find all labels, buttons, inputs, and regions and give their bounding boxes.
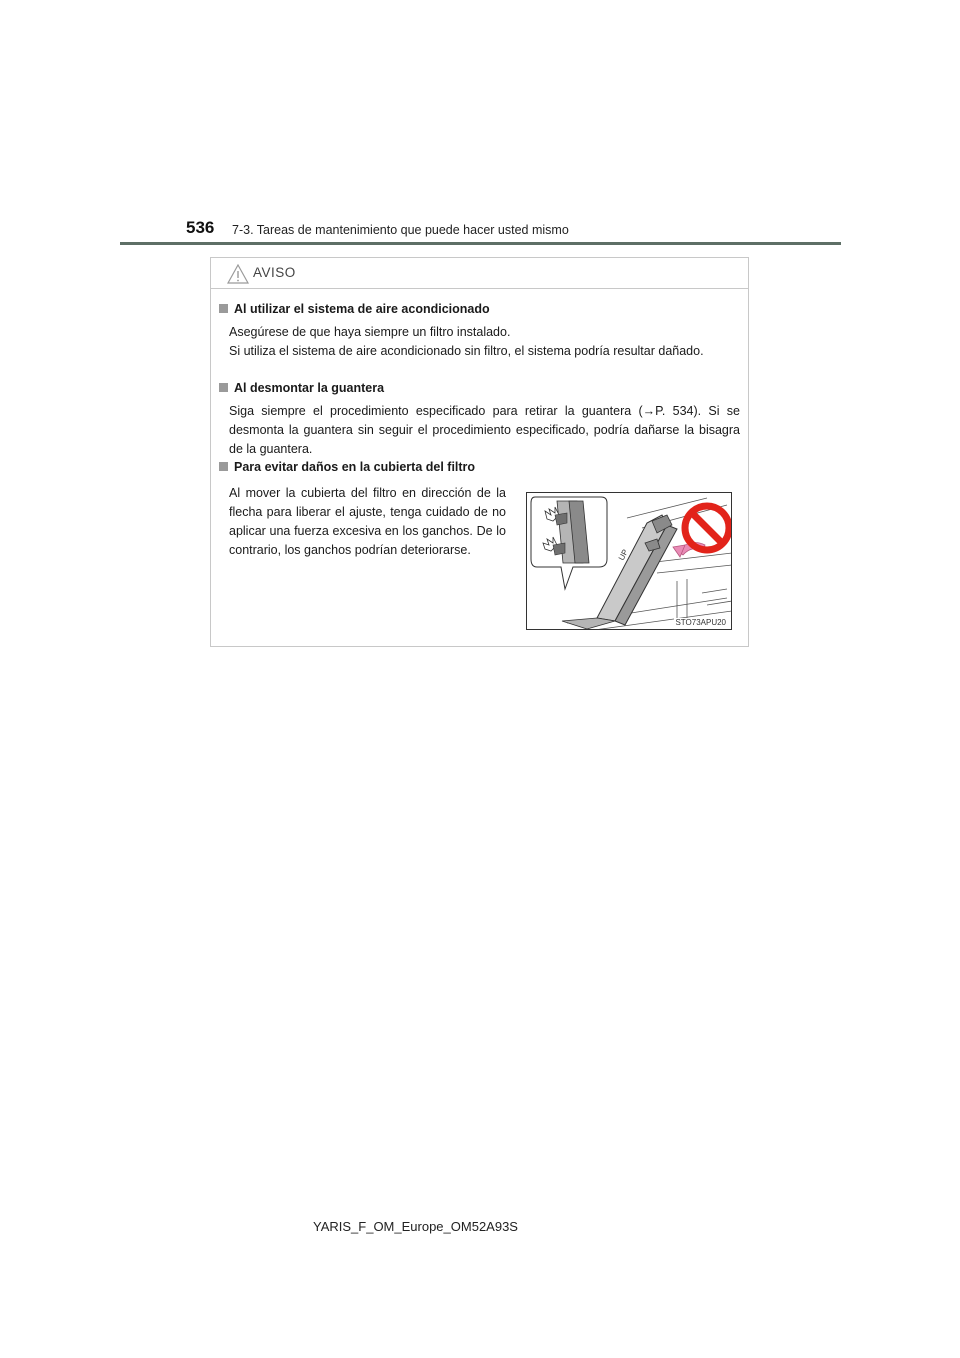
section-title: 7-3. Tareas de mantenimiento que puede hacer usted mismo [232, 223, 569, 237]
item-heading-text: Al utilizar el sistema de aire acondicionado [234, 302, 490, 316]
item-text-2: Siga siempre el procedimiento especificado para retirar la guantera (→P. 534). Si se desmonta la guantera sin seguir el procedimiento especificado, podría dañarse la bisagra de la guantera. [229, 404, 740, 456]
notice-header [211, 258, 748, 289]
footer-doc-code: YARIS_F_OM_Europe_OM52A93S [313, 1219, 518, 1234]
warning-icon [227, 264, 249, 284]
page-number: 536 [186, 218, 215, 237]
item-heading-text: Al desmontar la guantera [234, 381, 385, 395]
item-heading-2 [219, 381, 384, 395]
bullet-icon [219, 304, 228, 313]
prohibition-icon [685, 506, 729, 550]
figure-code: STO73APU20 [675, 618, 726, 627]
item-heading-1 [219, 302, 490, 316]
bullet-icon [219, 383, 228, 392]
item-text-3: Al mover la cubierta del filtro en dirección de la flecha para liberar el ajuste, tenga cuidado de no aplicar una fuerza excesiva en los ganchos. De lo contrario, los ganchos podrían deteriorarse. [229, 486, 506, 557]
bullet-icon [219, 462, 228, 471]
notice-box [210, 257, 749, 647]
item-heading-text: Para evitar daños en la cubierta del filtro [234, 460, 476, 474]
item-heading-3 [219, 460, 475, 474]
filter-cover-illustration [527, 493, 732, 630]
filter-cover-figure [526, 492, 732, 630]
up-label: UP [616, 547, 630, 562]
header-rule [120, 242, 841, 245]
notice-title: AVISO [253, 265, 296, 280]
item-text-1: Asegúrese de que haya siempre un filtro instalado. Si utiliza el sistema de aire acondicionado sin filtro, el sistema podría resultar dañado. [229, 325, 704, 358]
